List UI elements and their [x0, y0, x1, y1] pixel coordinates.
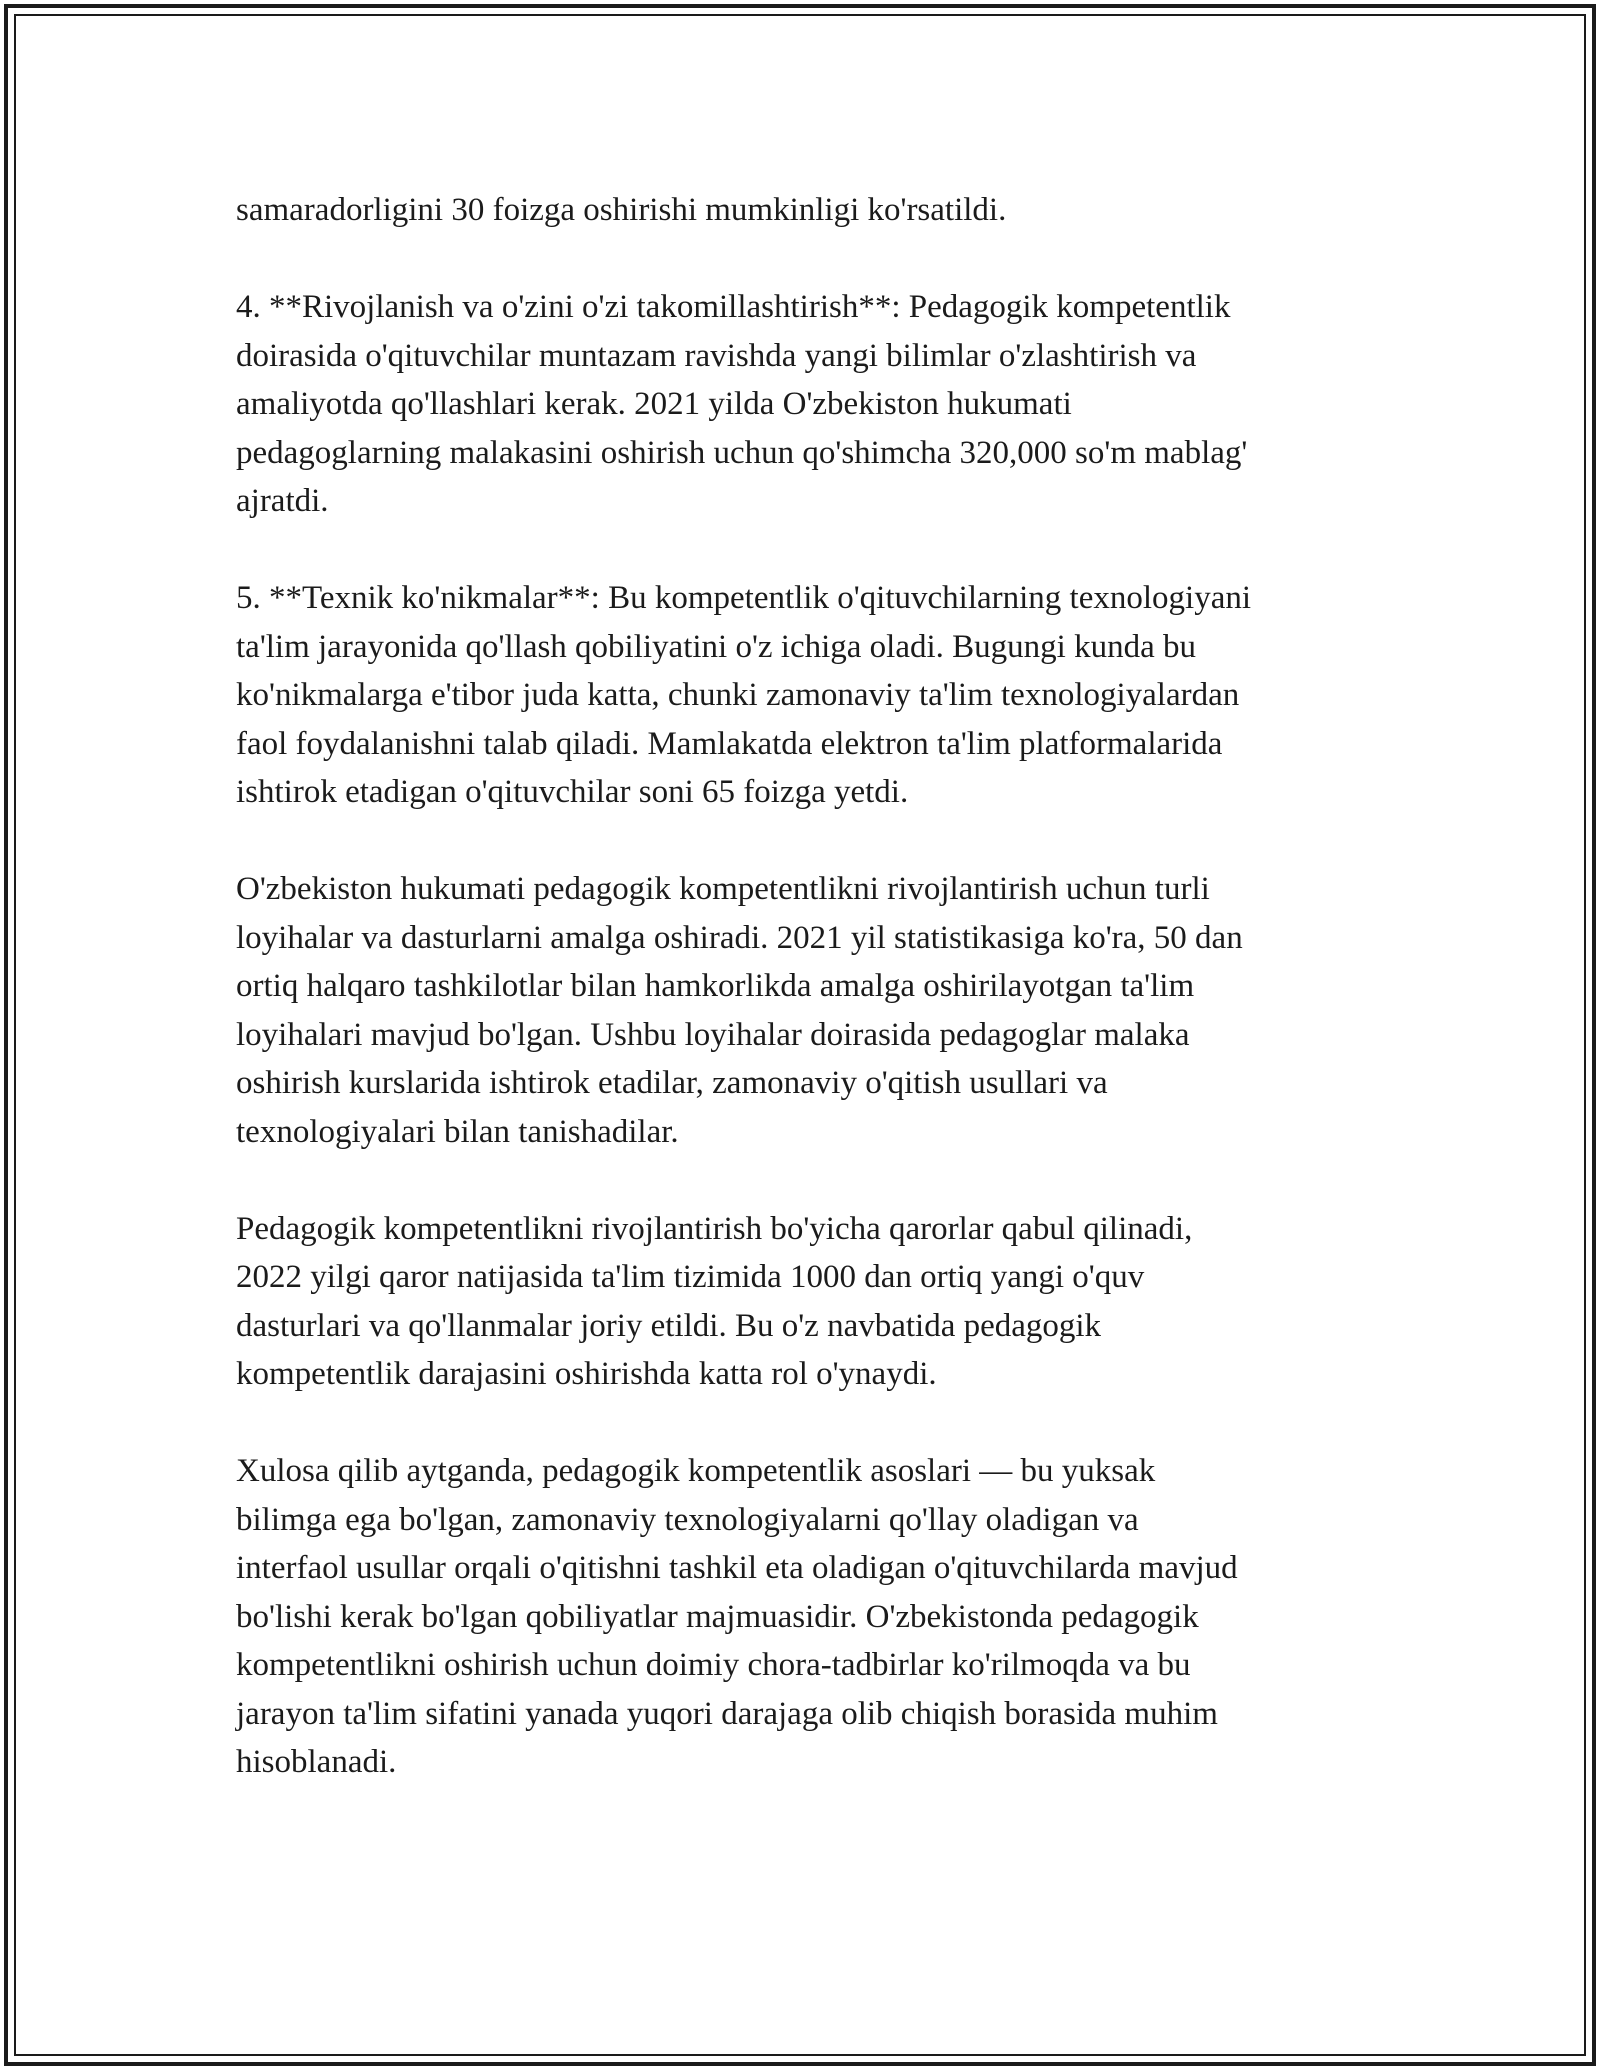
paragraph-decisions: Pedagogik kompetentlikni rivojlantirish bo'yicha qarorlar qabul qilinadi, 2022 yilgi qaror natijasida ta'lim tizimida 1000 dan ortiq yangi o'quv dasturlari va qo'llanmalar joriy etildi. Bu o'z navbatida pedagogik kompetentlik darajasini oshirishda katta rol o'ynaydi.	[236, 1210, 1193, 1392]
paragraph-continuation: samaradorligini 30 foizga oshirishi mumkinligi ko'rsatildi.	[236, 192, 1007, 228]
paragraph-conclusion: Xulosa qilib aytganda, pedagogik kompetentlik asoslari — bu yuksak bilimga ega bo'lgan, zamonaviy texnologiyalarni qo'llay oladigan va interfaol usullar orqali o'qitishni tashkil eta oladigan o'qituvchilarda mavjud bo'lishi kerak bo'lgan qobiliyatlar majmuasidir. O'zbekistonda pedagogik kompetentlikni oshirish uchun doimiy chora-tadbirlar ko'rilmoqda va bu jarayon ta'lim sifatini yanada yuqori darajaga olib chiqish borasida muhim hisoblanadi.	[236, 1453, 1238, 1780]
document-body	[236, 186, 1376, 1835]
paragraph-item-5-technical-skills: 5. **Texnik ko'nikmalar**: Bu kompetentlik o'qituvchilarning texnologiyani ta'lim jarayonida qo'llash qobiliyatini o'z ichiga oladi. Bugungi kunda bu ko'nikmalarga e'tibor juda katta, chunki zamonaviy ta'lim texnologiyalardan faol foydalanishni talab qiladi. Mamlakatda elektron ta'lim platformalarida ishtirok etadigan o'qituvchilar soni 65 foizga yetdi.	[236, 580, 1252, 810]
paragraph-item-4-development: 4. **Rivojlanish va o'zini o'zi takomillashtirish**: Pedagogik kompetentlik doirasida o'qituvchilar muntazam ravishda yangi bilimlar o'zlashtirish va amaliyotda qo'llashlari kerak. 2021 yilda O'zbekiston hukumati pedagoglarning malakasini oshirish uchun qo'shimcha 320,000 so'm mablag' ajratdi.	[236, 289, 1248, 519]
paragraph-government-projects: O'zbekiston hukumati pedagogik kompetentlikni rivojlantirish uchun turli loyihalar va dasturlarni amalga oshiradi. 2021 yil statistikasiga ko'ra, 50 dan ortiq halqaro tashkilotlar bilan hamkorlikda amalga oshirilayotgan ta'lim loyihalari mavjud bo'lgan. Ushbu loyihalar doirasida pedagoglar malaka oshirish kurslarida ishtirok etadilar, zamonaviy o'qitish usullari va texnologiyalari bilan tanishadilar.	[236, 871, 1243, 1150]
